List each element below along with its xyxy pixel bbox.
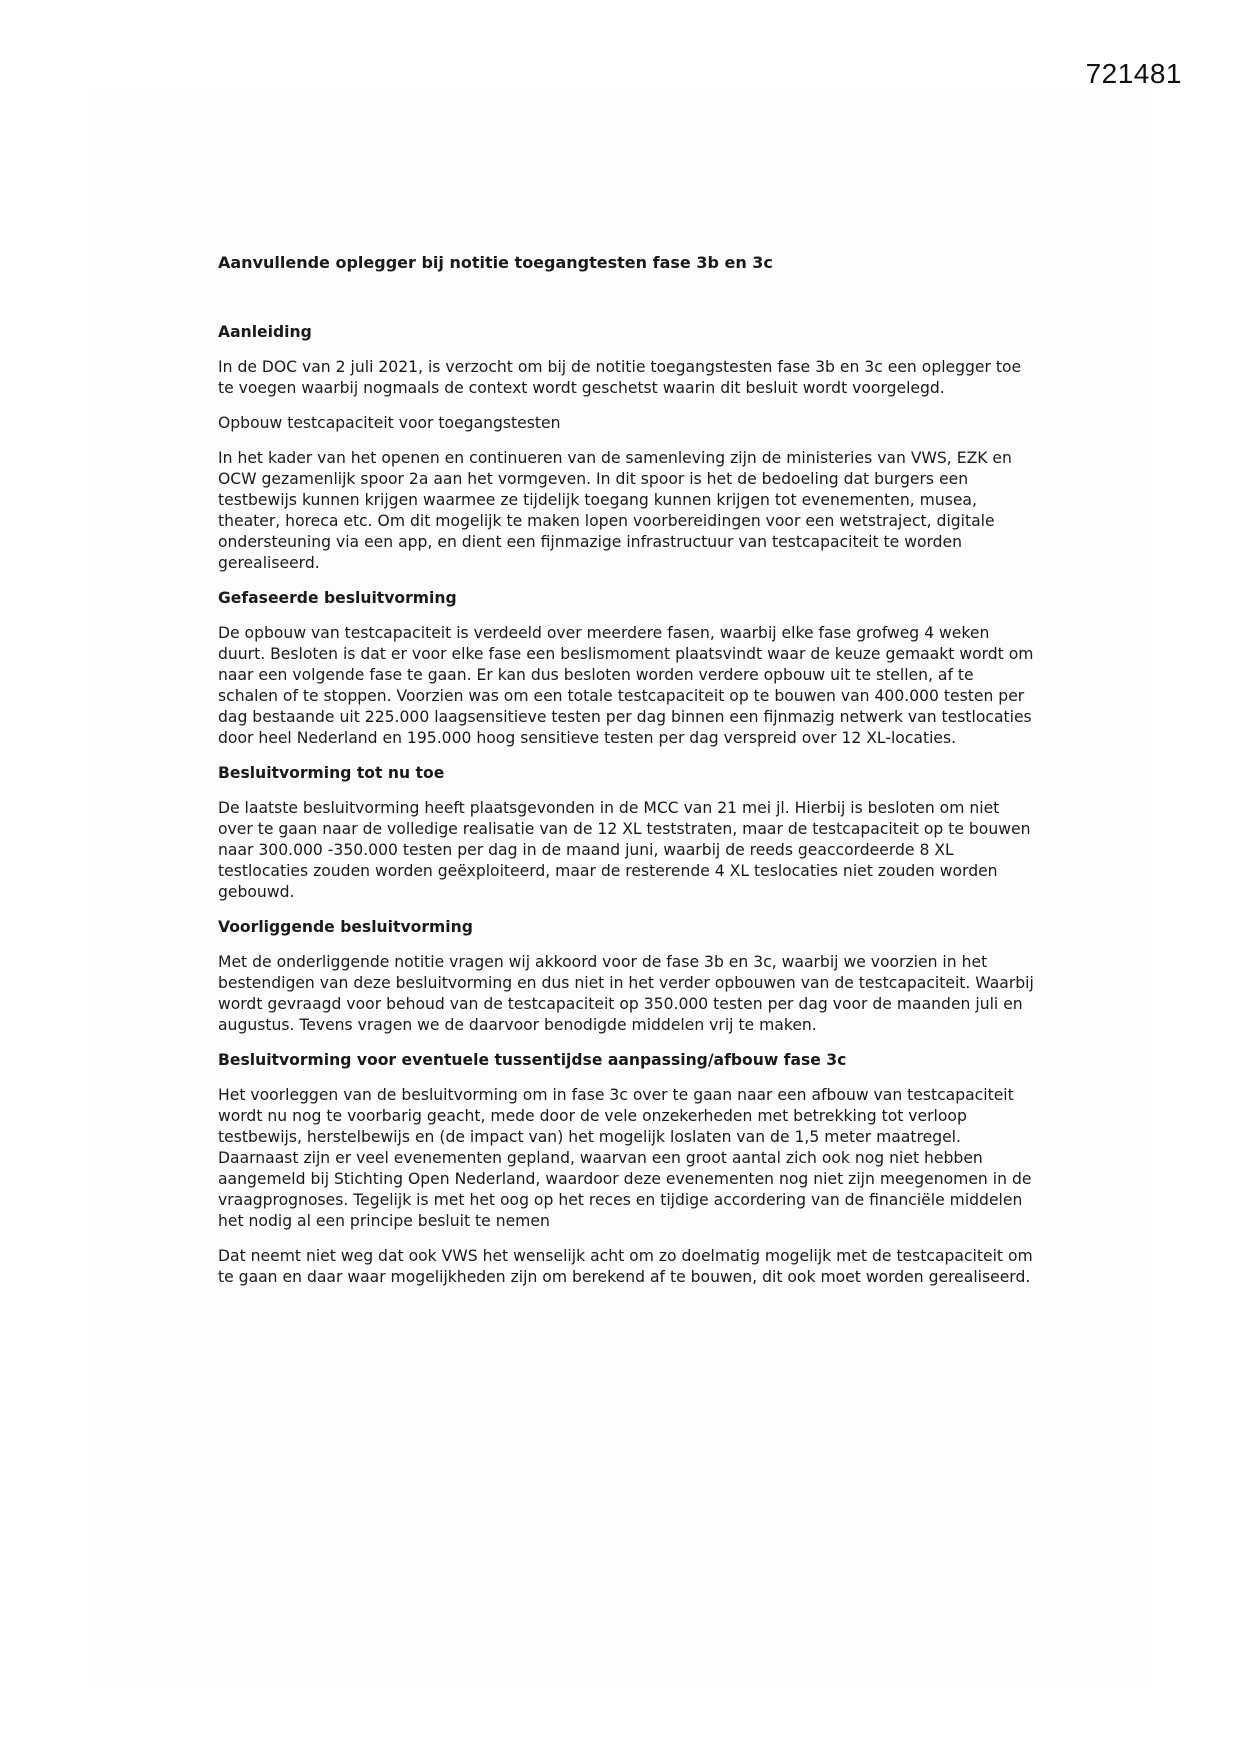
section-afbouw-fase-3c — [218, 1050, 1038, 1288]
section-subheading: Opbouw testcapaciteit voor toegangstesten — [218, 414, 561, 432]
document-body — [218, 252, 1038, 1288]
section-heading: Voorliggende besluitvorming — [218, 918, 473, 936]
section-heading: Besluitvorming voor eventuele tussentijdse aanpassing/afbouw fase 3c — [218, 1051, 847, 1069]
document-title: Aanvullende oplegger bij notitie toegangtesten fase 3b en 3c — [218, 253, 773, 272]
section-heading: Aanleiding — [218, 323, 312, 341]
section-aanleiding — [218, 322, 1038, 413]
section-paragraph: In het kader van het openen en continueren van de samenleving zijn de ministeries van VWS, EZK en OCW gezamenlijk spoor 2a aan het vormgeven. In dit spoor is het de bedoeling dat burgers een testbewijs kunnen krijgen waarmee ze tijdelijk toegang kunnen krijgen tot evenementen, musea, theater, horeca etc. Om dit mogelijk te maken lopen voorbereidingen voor een wetstraject, digitale ondersteuning via een app, en dient een fijnmazige infrastructuur van testcapaciteit te worden gerealiseerd. — [218, 449, 1012, 572]
section-heading: Besluitvorming tot nu toe — [218, 764, 445, 782]
section-paragraph: Dat neemt niet weg dat ook VWS het wenselijk acht om zo doelmatig mogelijk met de testcapaciteit om te gaan en daar waar mogelijkheden zijn om berekend af te bouwen, dit ook moet worden gerealiseerd. — [218, 1247, 1033, 1286]
section-opbouw-testcapaciteit — [218, 413, 1038, 588]
section-voorliggende-besluitvorming — [218, 917, 1038, 1050]
section-paragraph: Met de onderliggende notitie vragen wij akkoord voor de fase 3b en 3c, waarbij we voorzien in het bestendigen van deze besluitvorming en dus niet in het verder opbouwen van de testcapaciteit. Waarbij wordt gevraagd voor behoud van de testcapaciteit op 350.000 testen per dag voor de maanden juli en augustus. Tevens vragen we de daarvoor benodigde middelen vrij te maken. — [218, 953, 1034, 1034]
section-paragraph: De opbouw van testcapaciteit is verdeeld over meerdere fasen, waarbij elke fase grofweg 4 weken duurt. Besloten is dat er voor elke fase een beslismoment plaatsvindt waar de keuze gemaakt wordt om naar een volgende fase te gaan. Er kan dus besloten worden verdere opbouw uit te stellen, af te schalen of te stoppen. Voorzien was om een totale testcapaciteit op te bouwen van 400.000 testen per dag bestaande uit 225.000 laagsensitieve testen per dag binnen een fijnmazig netwerk van testlocaties door heel Nederland en 195.000 hoog sensitieve testen per dag verspreid over 12 XL-locaties. — [218, 624, 1034, 747]
section-paragraph: De laatste besluitvorming heeft plaatsgevonden in de MCC van 21 mei jl. Hierbij is besloten om niet over te gaan naar de volledige realisatie van de 12 XL teststraten, maar de testcapaciteit op te bouwen naar 300.000 -350.000 testen per dag in de maand juni, waarbij de reeds geaccordeerde 8 XL testlocaties zouden worden geëxploiteerd, maar de resterende 4 XL teslocaties niet zouden worden gebouwd. — [218, 799, 1031, 901]
section-paragraph: In de DOC van 2 juli 2021, is verzocht om bij de notitie toegangstesten fase 3b en 3c een oplegger toe te voegen waarbij nogmaals de context wordt geschetst waarin dit besluit wordt voorgelegd. — [218, 358, 1022, 397]
section-heading: Gefaseerde besluitvorming — [218, 589, 457, 607]
section-besluitvorming-tot-nu-toe — [218, 763, 1038, 917]
section-paragraph: Het voorleggen van de besluitvorming om in fase 3c over te gaan naar een afbouw van testcapaciteit wordt nu nog te voorbarig geacht, mede door de vele onzekerheden met betrekking tot verloop testbewijs, herstelbewijs en (de impact van) het mogelijk loslaten van de 1,5 meter maatregel. Daarnaast zijn er veel evenementen gepland, waarvan een groot aantal zich ook nog niet hebben aangemeld bij Stichting Open Nederland, waardoor deze evenementen nog niet zijn meegenomen in de vraagprognoses. Tegelijk is met het oog op het reces en tijdige accordering van de financiële middelen het nodig al een principe besluit te nemen — [218, 1086, 1032, 1230]
section-gefaseerde-besluitvorming — [218, 588, 1038, 763]
document-id-number: 721481 — [1085, 58, 1182, 89]
